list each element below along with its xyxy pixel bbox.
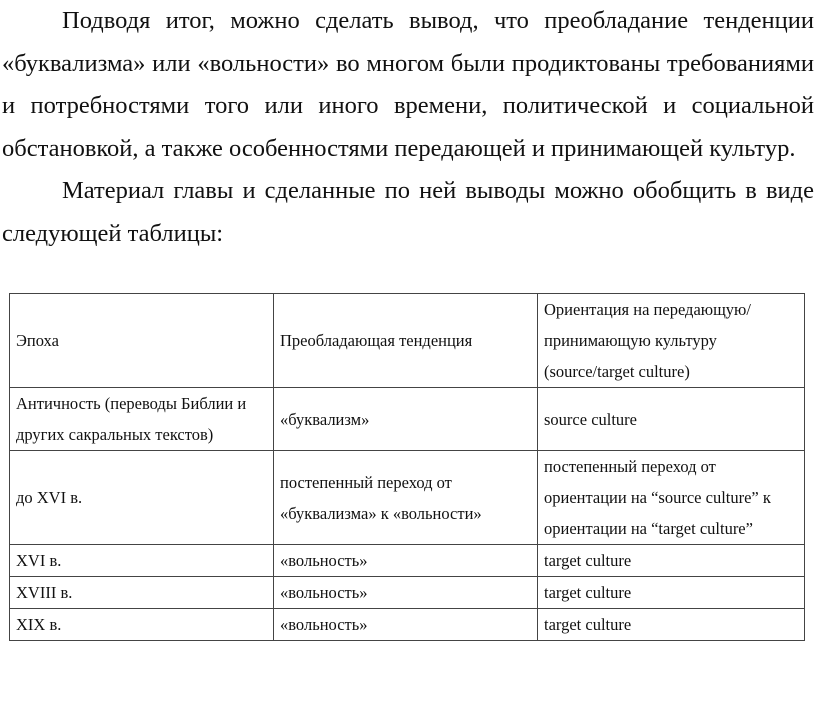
table-row (10, 577, 805, 609)
header-cell-tendency: Преобладающая тенденция (274, 294, 538, 388)
table-row (10, 451, 805, 545)
table-cell-orientation: target culture (538, 577, 805, 609)
table-cell-epoch: XVI в. (10, 545, 274, 577)
table-cell-orientation: target culture (538, 545, 805, 577)
body-text (2, 0, 814, 255)
paragraph-conclusion: Подводя итог, можно сделать вывод, что преобладание тенденции «буквализма» или «вольности» во многом были продиктованы требованиями и потребностями того или иного времени, политической и социальной обстановкой, а также особенностями передающей и принимающей культур. (2, 7, 814, 162)
table-header-row (10, 294, 805, 388)
table-row (10, 545, 805, 577)
summary-table (9, 293, 805, 641)
paragraph-table-intro: Материал главы и сделанные по ней выводы можно обобщить в виде следующей таблицы: (2, 177, 814, 247)
table-cell-epoch: Античность (переводы Библии и других сакральных текстов) (10, 388, 274, 451)
table-cell-tendency: «буквализм» (274, 388, 538, 451)
table-cell-orientation: source culture (538, 388, 805, 451)
table-row (10, 388, 805, 451)
table-cell-tendency: «вольность» (274, 609, 538, 641)
header-cell-orientation: Ориентация на передающую/принимающую культуру (source/target culture) (538, 294, 805, 388)
table-cell-tendency: «вольность» (274, 545, 538, 577)
table-row (10, 609, 805, 641)
table-cell-epoch: до XVI в. (10, 451, 274, 545)
table-cell-orientation: постепенный переход от ориентации на “source culture” к ориентации на “target culture” (538, 451, 805, 545)
table-cell-epoch: XIX в. (10, 609, 274, 641)
header-cell-epoch: Эпоха (10, 294, 274, 388)
table-cell-epoch: XVIII в. (10, 577, 274, 609)
table-cell-tendency: постепенный переход от «буквализма» к «вольности» (274, 451, 538, 545)
table-cell-tendency: «вольность» (274, 577, 538, 609)
table-cell-orientation: target culture (538, 609, 805, 641)
